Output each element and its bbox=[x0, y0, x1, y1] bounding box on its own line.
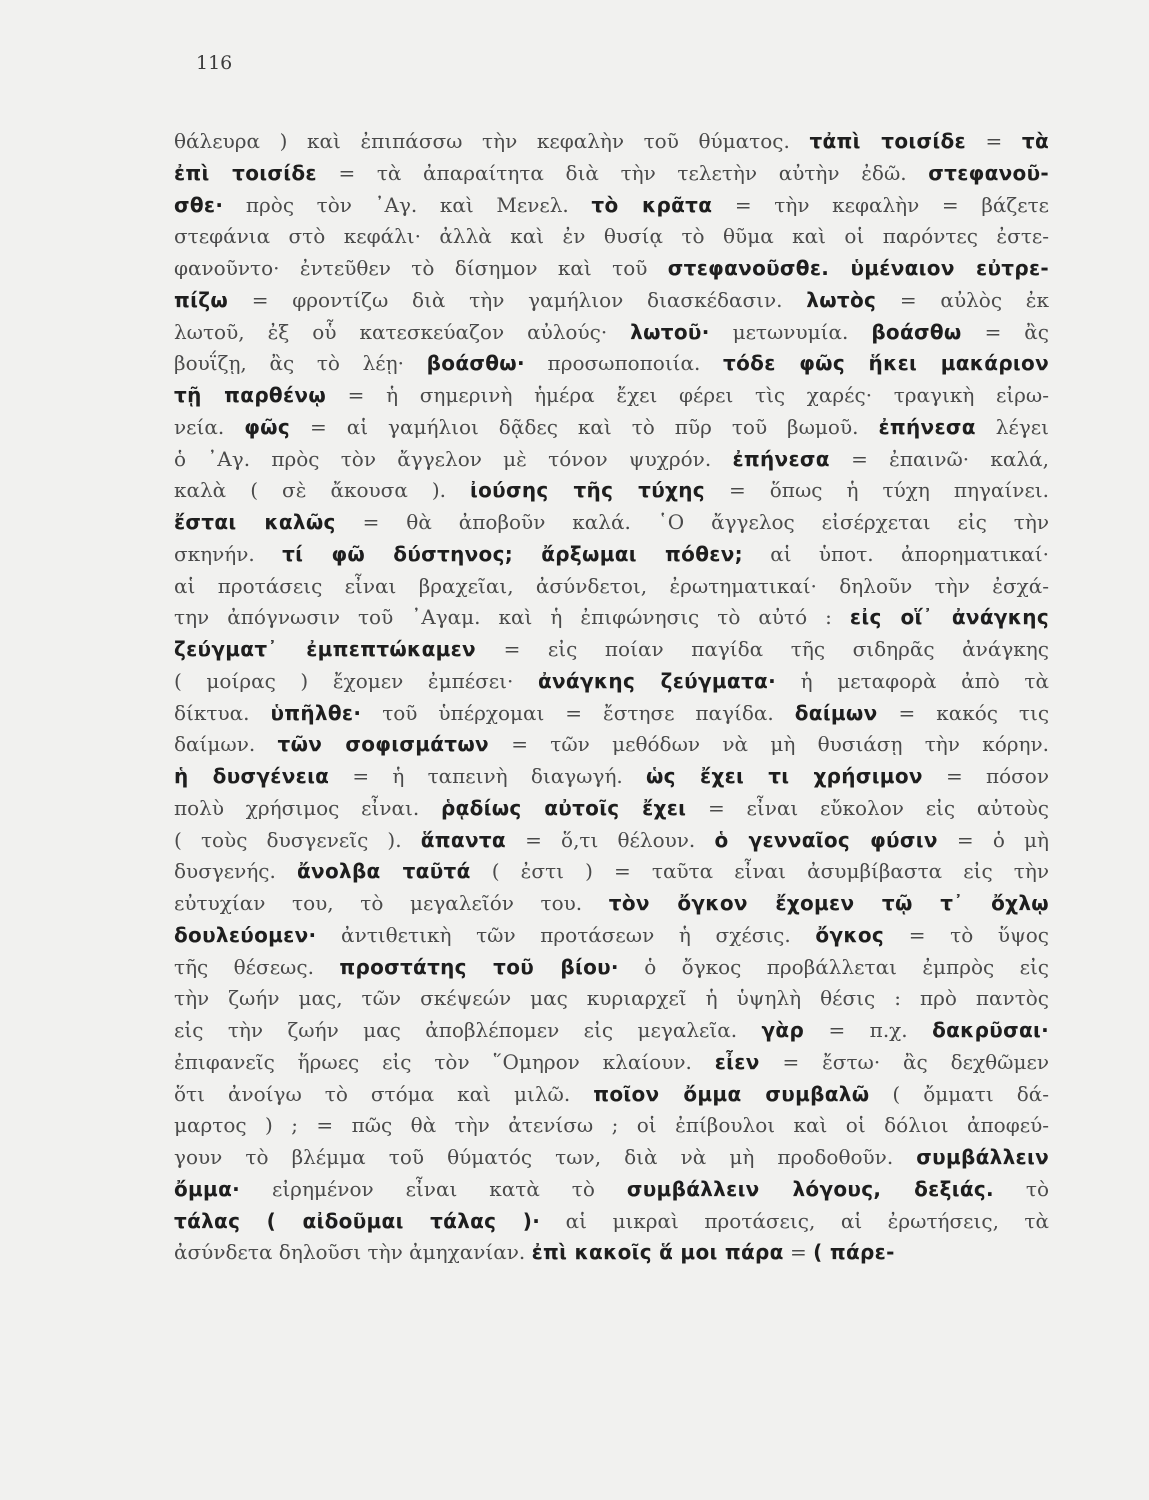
commentary-text-run: πρὸς τὸν ᾿Αγ. καὶ Μενελ. bbox=[223, 192, 592, 217]
lemma-term: προστάτης τοῦ βίου· bbox=[339, 954, 619, 979]
text-line bbox=[174, 920, 1049, 952]
commentary-text-run: ὅτι ἀνοίγω τὸ στόμα καὶ μιλῶ. bbox=[174, 1081, 594, 1106]
lemma-term: στεφανοῦσθε. ὑμέναιον εὐτρε- bbox=[667, 256, 1049, 280]
lemma-term: ἔσται καλῶς bbox=[174, 510, 336, 534]
commentary-text-run: προσωποποιία. bbox=[524, 351, 724, 376]
lemma-term: ἰούσης τῆς τύχης bbox=[470, 478, 705, 503]
lemma-term: τὸ κρᾶτα bbox=[591, 192, 713, 217]
commentary-text-run: μετωνυμία. bbox=[709, 319, 872, 344]
commentary-text-run: ( τοὺς δυσγενεῖς ). bbox=[174, 827, 421, 852]
commentary-text-run: = αἱ γαμήλιοι δᾷδες καὶ τὸ πῦρ τοῦ βωμοῦ. bbox=[290, 414, 879, 439]
text-line bbox=[174, 380, 1049, 412]
text-line bbox=[174, 1206, 1049, 1238]
lemma-term: δαίμων bbox=[794, 700, 878, 725]
lemma-term: συμβάλλειν bbox=[916, 1145, 1049, 1169]
commentary-text-run: στεφάνια στὸ κεφάλι· ἀλλὰ καὶ ἐν θυσίᾳ τὸ θῦμα καὶ οἱ παρόντες ἐστε- bbox=[174, 224, 1049, 249]
text-line bbox=[174, 698, 1049, 730]
lemma-term: τόδε φῶς ἥκει μακάριον bbox=[723, 351, 1049, 376]
commentary-text-run: ἐπιφανεῖς ἥρωες εἰς τὸν ῞Ομηρον κλαίουν. bbox=[174, 1049, 715, 1074]
text-line bbox=[174, 285, 1049, 317]
lemma-term: τῇ παρθένῳ bbox=[174, 383, 327, 407]
text-line bbox=[174, 1047, 1049, 1079]
lemma-term: ζεύγματ᾿ ἐμπεπτώκαμεν bbox=[174, 637, 476, 661]
lemma-term: τάλας ( αἰδοῦμαι τάλας )· bbox=[174, 1208, 541, 1233]
commentary-text-run: ( ἐστι ) = ταῦτα εἶναι ἀσυμβίβαστα εἰς τὴν bbox=[470, 859, 1049, 884]
page-number: 116 bbox=[196, 52, 233, 74]
lemma-term: ἡ δυσγένεια bbox=[174, 764, 330, 788]
lemma-term: ἀνάγκης ζεύγματα· bbox=[537, 668, 776, 693]
commentary-text bbox=[174, 126, 1049, 1269]
text-line bbox=[174, 793, 1049, 825]
lemma-term: συμβάλλειν λόγους, δεξιάς. bbox=[626, 1176, 994, 1201]
lemma-term: ὡς ἔχει τι χρήσιμον bbox=[646, 764, 923, 788]
text-line bbox=[174, 888, 1049, 920]
lemma-term: ἄνολβα ταῦτά bbox=[296, 859, 471, 884]
lemma-term: τἀπὶ τοισίδε bbox=[809, 129, 966, 153]
text-line bbox=[174, 507, 1049, 539]
commentary-text-run: αἱ ὑποτ. ἀπορηματικαί· bbox=[742, 541, 1049, 566]
commentary-text-run: = ἔστω· ἂς δεχθῶμεν bbox=[759, 1049, 1049, 1074]
text-line bbox=[174, 602, 1049, 634]
commentary-text-run: ( μοίρας ) ἔχομεν ἐμπέσει· bbox=[174, 668, 538, 693]
text-line bbox=[174, 1110, 1049, 1142]
lemma-term: ἅπαντα bbox=[420, 827, 506, 852]
text-line bbox=[174, 412, 1049, 444]
lemma-term: ὑπῆλθε· bbox=[270, 700, 362, 725]
commentary-text-run: = ὅ,τι θέλουν. bbox=[505, 827, 715, 852]
lemma-term: τῶν σοφισμάτων bbox=[277, 732, 489, 757]
commentary-text-run: τῆς θέσεως. bbox=[174, 954, 340, 979]
lemma-term: ἐπήνεσα bbox=[878, 414, 976, 439]
lemma-term: δουλεύομεν· bbox=[174, 922, 317, 947]
commentary-text-run: = ἂς bbox=[961, 319, 1049, 344]
commentary-text-run: ὁ ᾿Αγ. πρὸς τὸν ἄγγελον μὲ τόνον ψυχρόν. bbox=[174, 446, 733, 471]
text-line bbox=[174, 475, 1049, 507]
commentary-text-run: ( ὄμματι δά- bbox=[869, 1081, 1049, 1106]
commentary-text-run: = αὐλὸς ἐκ bbox=[876, 287, 1049, 312]
commentary-text-run: = εἰς ποίαν παγίδα τῆς σιδηρᾶς ἀνάγκης bbox=[475, 637, 1049, 661]
commentary-text-run: πολὺ χρήσιμος εἶναι. bbox=[174, 795, 441, 820]
commentary-text-run: τὸ bbox=[993, 1176, 1049, 1201]
commentary-text-run: = φροντίζω διὰ τὴν γαμήλιον διασκέδασιν. bbox=[228, 287, 807, 312]
lemma-term: ὄμμα· bbox=[174, 1176, 241, 1201]
commentary-text-run: βουΐζῃ, ἂς τὸ λέῃ· bbox=[174, 351, 427, 376]
commentary-text-run: σκηνήν. bbox=[174, 541, 283, 566]
commentary-text-run: νεία. bbox=[174, 414, 245, 439]
commentary-text-run: εἰρημένον εἶναι κατὰ τὸ bbox=[240, 1176, 627, 1201]
text-line bbox=[174, 444, 1049, 476]
text-line bbox=[174, 825, 1049, 857]
lemma-term: τὰ bbox=[1021, 129, 1049, 153]
commentary-text-run: αἱ μικραὶ προτάσεις, αἱ ἐρωτήσεις, τὰ bbox=[540, 1208, 1049, 1233]
lemma-term: λωτοῦ· bbox=[630, 319, 710, 344]
commentary-text-run: = ἡ ταπεινὴ διαγωγή. bbox=[329, 764, 646, 788]
lemma-term: ὁ γενναῖος φύσιν bbox=[714, 827, 938, 852]
commentary-text-run: τὴν ζωήν μας, τῶν σκέψεών μας κυριαρχεῖ ἡ ὑψηλὴ θέσις : πρὸ παντὸς bbox=[174, 986, 1049, 1011]
lemma-term: ποῖον ὄμμα συμβαλῶ bbox=[593, 1081, 870, 1106]
commentary-text-run: τοῦ ὑπέρχομαι = ἔστησε παγίδα. bbox=[361, 700, 795, 725]
lemma-term: εἶεν bbox=[714, 1049, 760, 1074]
commentary-text-run: = πόσον bbox=[922, 764, 1049, 788]
text-line bbox=[174, 158, 1049, 190]
commentary-text-run: καλὰ ( σὲ ἄκουσα ). bbox=[174, 478, 471, 503]
commentary-text-run: = τὰ ἀπαραίτητα διὰ τὴν τελετὴν αὐτὴν ἐδῶ. bbox=[316, 160, 929, 185]
text-line bbox=[174, 317, 1049, 349]
text-line bbox=[174, 634, 1049, 666]
lemma-term: ῥᾳδίως αὐτοῖς ἔχει bbox=[440, 795, 687, 820]
commentary-text-run: φανοῦντο· ἐντεῦθεν τὸ δίσημον καὶ τοῦ bbox=[174, 256, 668, 280]
commentary-text-run: = τῶν μεθόδων νὰ μὴ θυσιάσῃ τὴν κόρην. bbox=[488, 732, 1049, 757]
text-line bbox=[174, 1142, 1049, 1174]
commentary-text-run: = ὁ μὴ bbox=[937, 827, 1049, 852]
lemma-term: ἐπὶ τοισίδε bbox=[174, 160, 317, 185]
text-line bbox=[174, 856, 1049, 888]
text-line bbox=[174, 729, 1049, 761]
commentary-text-run: ὁ ὄγκος προβάλλεται ἐμπρὸς εἰς bbox=[618, 954, 1049, 979]
lemma-term: δακρῦσαι· bbox=[932, 1018, 1049, 1042]
text-line bbox=[174, 1015, 1049, 1047]
text-line bbox=[174, 1237, 1049, 1269]
text-line bbox=[174, 539, 1049, 571]
commentary-text-run: = τὸ ὕψος bbox=[884, 922, 1049, 947]
text-line bbox=[174, 348, 1049, 380]
commentary-text-run: εὐτυχίαν του, τὸ μεγαλεῖόν του. bbox=[174, 891, 609, 915]
commentary-text-run: = ὅπως ἡ τύχη πηγαίνει. bbox=[704, 478, 1049, 503]
commentary-text-run: = εἶναι εὔκολον εἰς αὐτοὺς bbox=[686, 795, 1049, 820]
lemma-term: σθε· bbox=[174, 192, 224, 217]
lemma-term: φῶς bbox=[244, 414, 290, 439]
commentary-text-run: = ἐπαινῶ· καλά, bbox=[829, 446, 1049, 471]
lemma-term: λωτὸς bbox=[806, 287, 877, 312]
lemma-term: ἐπήνεσα bbox=[732, 446, 830, 471]
commentary-text-run: = π.χ. bbox=[804, 1018, 933, 1042]
text-line bbox=[174, 666, 1049, 698]
lemma-term: πίζω bbox=[174, 287, 229, 312]
commentary-text-run: = κακός τις bbox=[877, 700, 1049, 725]
commentary-text-run: ἀσύνδετα δηλοῦσι τὴν ἀμηχανίαν. bbox=[174, 1240, 532, 1265]
commentary-text-run: γουν τὸ βλέμμα τοῦ θύματός των, διὰ νὰ μὴ προδοθοῦν. bbox=[174, 1145, 917, 1169]
commentary-text-run: δίκτυα. bbox=[174, 700, 271, 725]
text-line bbox=[174, 190, 1049, 222]
commentary-text-run: = θὰ ἀποβοῦν καλά. ῾Ο ἄγγελος εἰσέρχεται εἰς τὴν bbox=[335, 510, 1049, 534]
commentary-text-run: μαρτος ) ; = πῶς θὰ τὴν ἀτενίσω ; οἱ ἐπίβουλοι καὶ οἱ δόλιοι ἀποφεύ- bbox=[174, 1113, 1049, 1138]
commentary-text-run: εἰς τὴν ζωήν μας ἀποβλέπομεν εἰς μεγαλεῖα. bbox=[174, 1018, 762, 1042]
lemma-term: τί φῶ δύστηνος; ἄρξωμαι πόθεν; bbox=[282, 541, 743, 566]
commentary-text-run: την ἀπόγνωσιν τοῦ ᾿Αγαμ. καὶ ἡ ἐπιφώνησις τὸ αὐτό : bbox=[174, 605, 850, 630]
commentary-text-run: = bbox=[783, 1240, 814, 1265]
lemma-term: στεφανοῦ- bbox=[928, 160, 1049, 185]
text-line bbox=[174, 1079, 1049, 1111]
lemma-term: βοάσθω· bbox=[426, 351, 525, 376]
text-line bbox=[174, 1174, 1049, 1206]
commentary-text-run: = τὴν κεφαλὴν = βάζετε bbox=[712, 192, 1049, 217]
lemma-term: βοάσθω bbox=[871, 319, 962, 344]
text-line bbox=[174, 221, 1049, 253]
text-line bbox=[174, 761, 1049, 793]
commentary-text-run: λωτοῦ, ἐξ οὗ κατεσκεύαζον αὐλούς· bbox=[174, 319, 631, 344]
lemma-term: ( πάρε- bbox=[813, 1240, 895, 1265]
lemma-term: ἐπὶ κακοῖς ἅ μοι πάρα bbox=[531, 1240, 784, 1265]
lemma-term: ὄγκος bbox=[815, 922, 885, 947]
commentary-text-run: = ἡ σημερινὴ ἡμέρα ἔχει φέρει τὶς χαρές· τραγικὴ εἰρω- bbox=[326, 383, 1049, 407]
commentary-text-run: ἀντιθετικὴ τῶν προτάσεων ἡ σχέσις. bbox=[316, 922, 816, 947]
commentary-text-run: δυσγενής. bbox=[174, 859, 297, 884]
lemma-term: τὸν ὄγκον ἔχομεν τῷ τ᾿ ὄχλῳ bbox=[608, 891, 1049, 915]
lemma-term: γὰρ bbox=[761, 1018, 805, 1042]
text-line bbox=[174, 952, 1049, 984]
commentary-text-run: = bbox=[965, 129, 1022, 153]
commentary-text-run: θάλευρα ) καὶ ἐπιπάσσω τὴν κεφαλὴν τοῦ θύματος. bbox=[174, 129, 810, 153]
commentary-text-run: δαίμων. bbox=[174, 732, 278, 757]
commentary-text-run: ἡ μεταφορὰ ἀπὸ τὰ bbox=[775, 668, 1049, 693]
commentary-text-run: λέγει bbox=[975, 414, 1049, 439]
text-line bbox=[174, 983, 1049, 1015]
text-line bbox=[174, 571, 1049, 603]
commentary-text-run: αἱ προτάσεις εἶναι βραχεῖαι, ἀσύνδετοι, ἐρωτηματικαί· δηλοῦν τὴν ἐσχά- bbox=[174, 573, 1049, 598]
lemma-term: εἰς οἵ᾿ ἀνάγκης bbox=[849, 605, 1049, 630]
text-line bbox=[174, 253, 1049, 285]
text-line bbox=[174, 126, 1049, 158]
